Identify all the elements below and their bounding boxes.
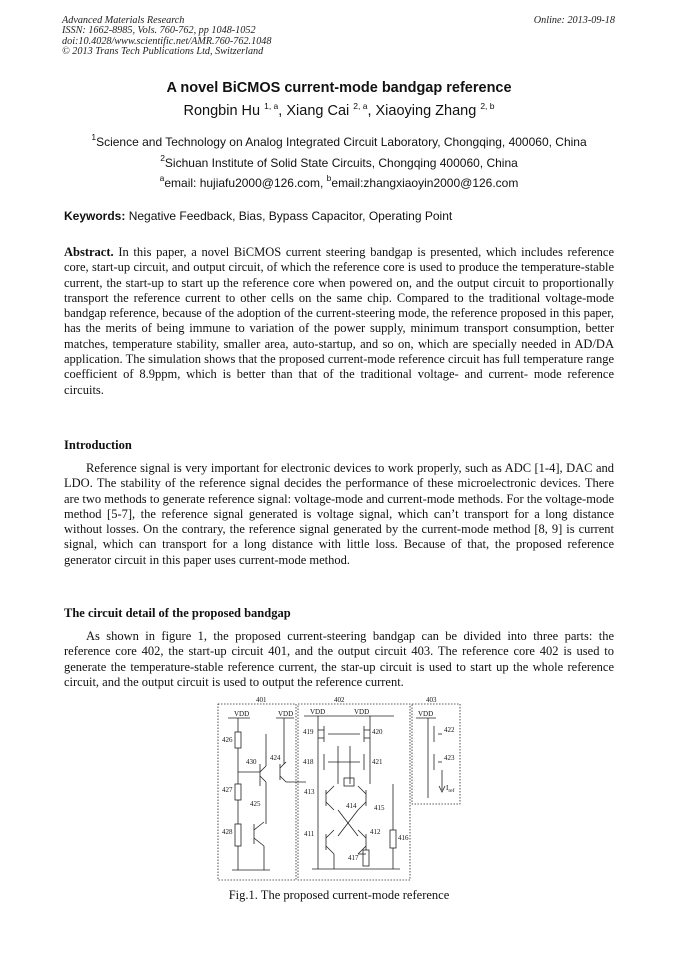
resistor-428 [235, 824, 241, 846]
affiliation-1 [0, 132, 678, 149]
email-sup: a [159, 173, 165, 183]
label-427: 427 [222, 786, 233, 794]
email-sup: b [326, 173, 332, 183]
label-416: 416 [398, 834, 409, 842]
online-date: Online: 2013-09-18 [533, 15, 615, 26]
aff-text: Science and Technology on Analog Integrated Circuit Laboratory, Chongqing, 400060, China [96, 135, 587, 149]
wire [280, 762, 286, 768]
wire [326, 830, 334, 838]
label-412: 412 [370, 828, 381, 836]
vdd-label: VDD [278, 710, 294, 718]
wire [260, 776, 266, 782]
block-label-401: 401 [256, 696, 267, 704]
label-424: 424 [270, 754, 281, 762]
label-422: 422 [444, 726, 455, 734]
wire [254, 838, 264, 846]
label-430: 430 [246, 758, 257, 766]
iref-sub: ref [448, 788, 455, 794]
label-419: 419 [303, 728, 314, 736]
resistor-417 [363, 850, 369, 866]
circuit-paragraph: As shown in figure 1, the proposed current-steering bandgap can be divided into three parts: the reference core 402, the start-up circuit 401, and the output circuit 403. The reference core 402 is used to generate the temperature-stable reference current, the star-up circuit is used to start up the whole reference circuit, and the output circuit is used to output the reference current. [64, 629, 614, 689]
copyright: © 2013 Trans Tech Publications Ltd, Switzerland [62, 46, 264, 58]
block-label-402: 402 [334, 696, 345, 704]
keywords-label: Keywords: [64, 209, 126, 223]
journal-header [62, 16, 271, 58]
email-line [0, 173, 678, 190]
vdd-label: VDD [354, 708, 370, 716]
label-413: 413 [304, 788, 315, 796]
wire [280, 776, 286, 782]
aff-text: Sichuan Institute of Solid State Circuits, Chongqing 400060, China [164, 156, 518, 170]
section-heading-circuit: The circuit detail of the proposed bandgap [64, 606, 291, 620]
email-a: email: hujiafu2000@126.com, [164, 176, 324, 190]
section-heading-introduction: Introduction [64, 438, 132, 452]
label-423: 423 [444, 754, 455, 762]
author-name: Rongbin Hu [183, 103, 261, 119]
paper-title: A novel BiCMOS current-mode bandgap reference [166, 80, 512, 96]
author-name: Xiaoying Zhang [375, 103, 477, 119]
resistor-416 [390, 830, 396, 848]
iref-label [446, 784, 455, 794]
author-sup: 2, b [480, 101, 495, 111]
block-label-403: 403 [426, 696, 437, 704]
wire [326, 802, 334, 810]
wire [358, 802, 366, 810]
vdd-label: VDD [310, 708, 326, 716]
journal-name: Advanced Materials Research [62, 15, 185, 26]
circuit-schematic [214, 694, 464, 884]
label-426: 426 [222, 736, 233, 744]
iref-main: I [446, 784, 449, 792]
resistor-427 [235, 784, 241, 800]
circuit-figure [214, 694, 464, 884]
wire [326, 846, 334, 854]
abstract [64, 245, 614, 398]
label-425: 425 [250, 800, 261, 808]
label-417: 417 [348, 854, 359, 862]
wire [260, 766, 266, 772]
aff-sup: 1 [91, 132, 97, 142]
aff-sup: 2 [160, 153, 165, 163]
issn: ISSN: 1662-8985, Vols. 760-762, pp 1048-1052 [62, 25, 256, 37]
figure-caption: Fig.1. The proposed current-mode reference [228, 888, 450, 902]
label-418: 418 [303, 758, 314, 766]
resistor-426 [235, 732, 241, 748]
introduction-paragraph: Reference signal is very important for electronic devices to work properly, such as ADC [1-4], DAC and LDO. The stability of the reference signal decides the performance of these microelectronic devices. There are two methods to generate reference signal: voltage-mode and current-mode methods. For the voltage-mode method [5-7], the reference signal generated is voltage signal, which can’t transport for a long distance without losses. On the contrary, the reference signal generated by the current-mode method [8, 9] is current signal, which can transport for a long distance with little loss. Because of that, the proposed reference generator circuit in this paper uses current-mode method. [64, 461, 614, 567]
vdd-label: VDD [234, 710, 250, 718]
email-b: email:zhangxiaoyin2000@126.com [331, 176, 519, 190]
label-415: 415 [374, 804, 385, 812]
author-list: Rongbin Hu $^{1, a}$, Xiang Cai $^{2, a}$, Xiaoying Zhang $^{2, b}$ [183, 101, 495, 119]
wire [254, 822, 264, 830]
capacitor-420 [344, 778, 354, 786]
author-sup: 2, a [353, 101, 368, 111]
vdd-label: VDD [418, 710, 434, 718]
affiliation-2 [0, 153, 678, 170]
author-sup: 1, a [264, 101, 279, 111]
keywords-text: Negative Feedback, Bias, Bypass Capacitor, Operating Point [128, 209, 453, 223]
label-411: 411 [304, 830, 315, 838]
label-414: 414 [346, 802, 357, 810]
label-421: 421 [372, 758, 383, 766]
wire [358, 830, 366, 838]
keywords [64, 209, 452, 223]
author-name: Xiang Cai [286, 103, 350, 119]
abstract-text: In this paper, a novel BiCMOS current steering bandgap is presented, which includes reference core, start-up circuit, and output circuit, of which the reference core is used to produce the temperature-stable current, the start-up to start up the reference core when powered on, and the output circuit to proportionally transport the reference current to other cells on the same chip. Compared to the traditional voltage-mode bandgap reference, because of the adoption of the current-steering mode, the reference proposed in this paper, has the merits of being immune to variation of the power supply, minimum transport consumption, better matches, temperature stability, smaller area, auto-startup, and so on, which are specially needed in AD/DA application. The simulation shows that the proposed current-mode reference circuit has full temperature range coefficient of 8.9ppm, which is better than that of the traditional voltage- and current- mode reference circuits. [64, 245, 615, 397]
abstract-label: Abstract. [64, 245, 114, 259]
wire [326, 786, 334, 794]
wire [358, 786, 366, 794]
label-420: 420 [372, 728, 383, 736]
doi: doi:10.4028/www.scientific.net/AMR.760-762.1048 [62, 35, 272, 47]
label-428: 428 [222, 828, 233, 836]
